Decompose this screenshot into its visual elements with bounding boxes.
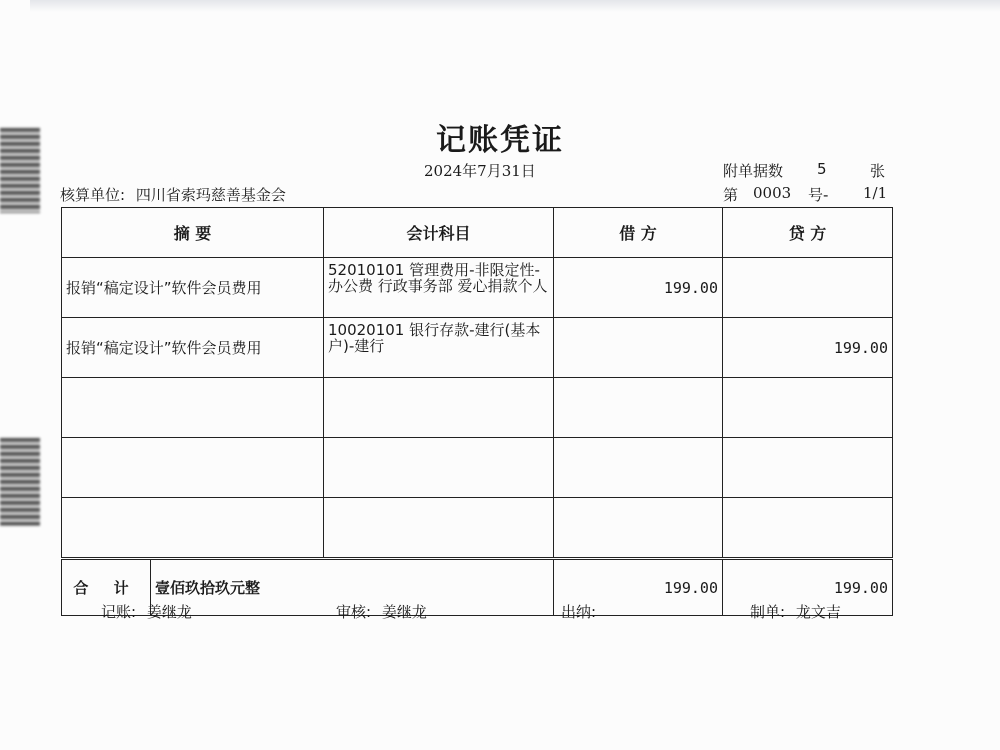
accounting-unit-name: 四川省索玛慈善基金会 (135, 186, 286, 204)
voucher-table (61, 207, 893, 616)
header-credit: 贷 方 (723, 208, 893, 258)
row-credit (723, 438, 893, 498)
accounting-unit (60, 184, 286, 205)
accounting-unit-label: 核算单位: (60, 186, 126, 204)
row-summary (62, 378, 324, 438)
row-account (324, 318, 554, 378)
row-debit: 199.00 (554, 258, 723, 318)
attachment-number: 5 (817, 160, 827, 178)
voucher-page: 1/1 (863, 184, 888, 202)
bookkeeper-name: 姜继龙 (146, 603, 192, 621)
preparer-label: 制单: (750, 603, 786, 621)
cashier (561, 601, 596, 622)
row-summary (62, 498, 324, 559)
preparer-name: 龙文吉 (795, 603, 841, 621)
row-account (324, 378, 554, 438)
voucher-date: 2024年7月31日 (424, 162, 536, 180)
table-row (62, 438, 893, 498)
row-summary: 报销“稿定设计”软件会员费用 (62, 258, 324, 318)
header-summary: 摘 要 (62, 208, 324, 258)
reviewer (336, 601, 427, 622)
reviewer-label: 审核: (336, 603, 372, 621)
voucher-number-prefix: 第 (723, 186, 739, 204)
row-credit (723, 258, 893, 318)
row-account (324, 438, 554, 498)
total-credit: 199.00 (723, 559, 893, 616)
row-credit: 199.00 (723, 318, 893, 378)
row-summary: 报销“稿定设计”软件会员费用 (62, 318, 324, 378)
row-account (324, 498, 554, 559)
reviewer-name: 姜继龙 (381, 603, 427, 621)
row-credit (723, 498, 893, 559)
preparer (750, 601, 841, 622)
row-credit (723, 378, 893, 438)
total-label: 合 计 (62, 560, 151, 615)
header-debit: 借 方 (554, 208, 723, 258)
bookkeeper-label: 记账: (101, 603, 137, 621)
attachment-label: 附单据数 (723, 162, 784, 180)
voucher-number-value: 0003 (753, 184, 792, 202)
row-account (324, 258, 554, 318)
row-debit (554, 318, 723, 378)
scan-punch-mark-bottom (0, 438, 40, 526)
voucher-number-suffix: 号- (808, 186, 829, 204)
total-amount-words: 壹佰玖拾玖元整 (155, 579, 261, 597)
table-row (62, 378, 893, 438)
row-debit (554, 438, 723, 498)
table-row (62, 318, 893, 378)
row-debit (554, 498, 723, 559)
cashier-label: 出纳: (561, 603, 597, 621)
row-debit (554, 378, 723, 438)
scan-edge-shadow (30, 0, 1000, 12)
bookkeeper (101, 601, 192, 622)
document-title: 记账凭证 (436, 123, 564, 158)
total-debit: 199.00 (554, 559, 723, 616)
table-header-row (62, 208, 893, 258)
header-account: 会计科目 (324, 208, 554, 258)
attachment-unit: 张 (870, 162, 886, 180)
row-account-text: 52010101 管理费用-非限定性-办公费 行政事务部 爱心捐款个人 (328, 261, 548, 295)
row-summary (62, 438, 324, 498)
table-row (62, 498, 893, 559)
table-row (62, 258, 893, 318)
row-account-text: 10020101 银行存款-建行(基本户)-建行 (328, 321, 541, 355)
